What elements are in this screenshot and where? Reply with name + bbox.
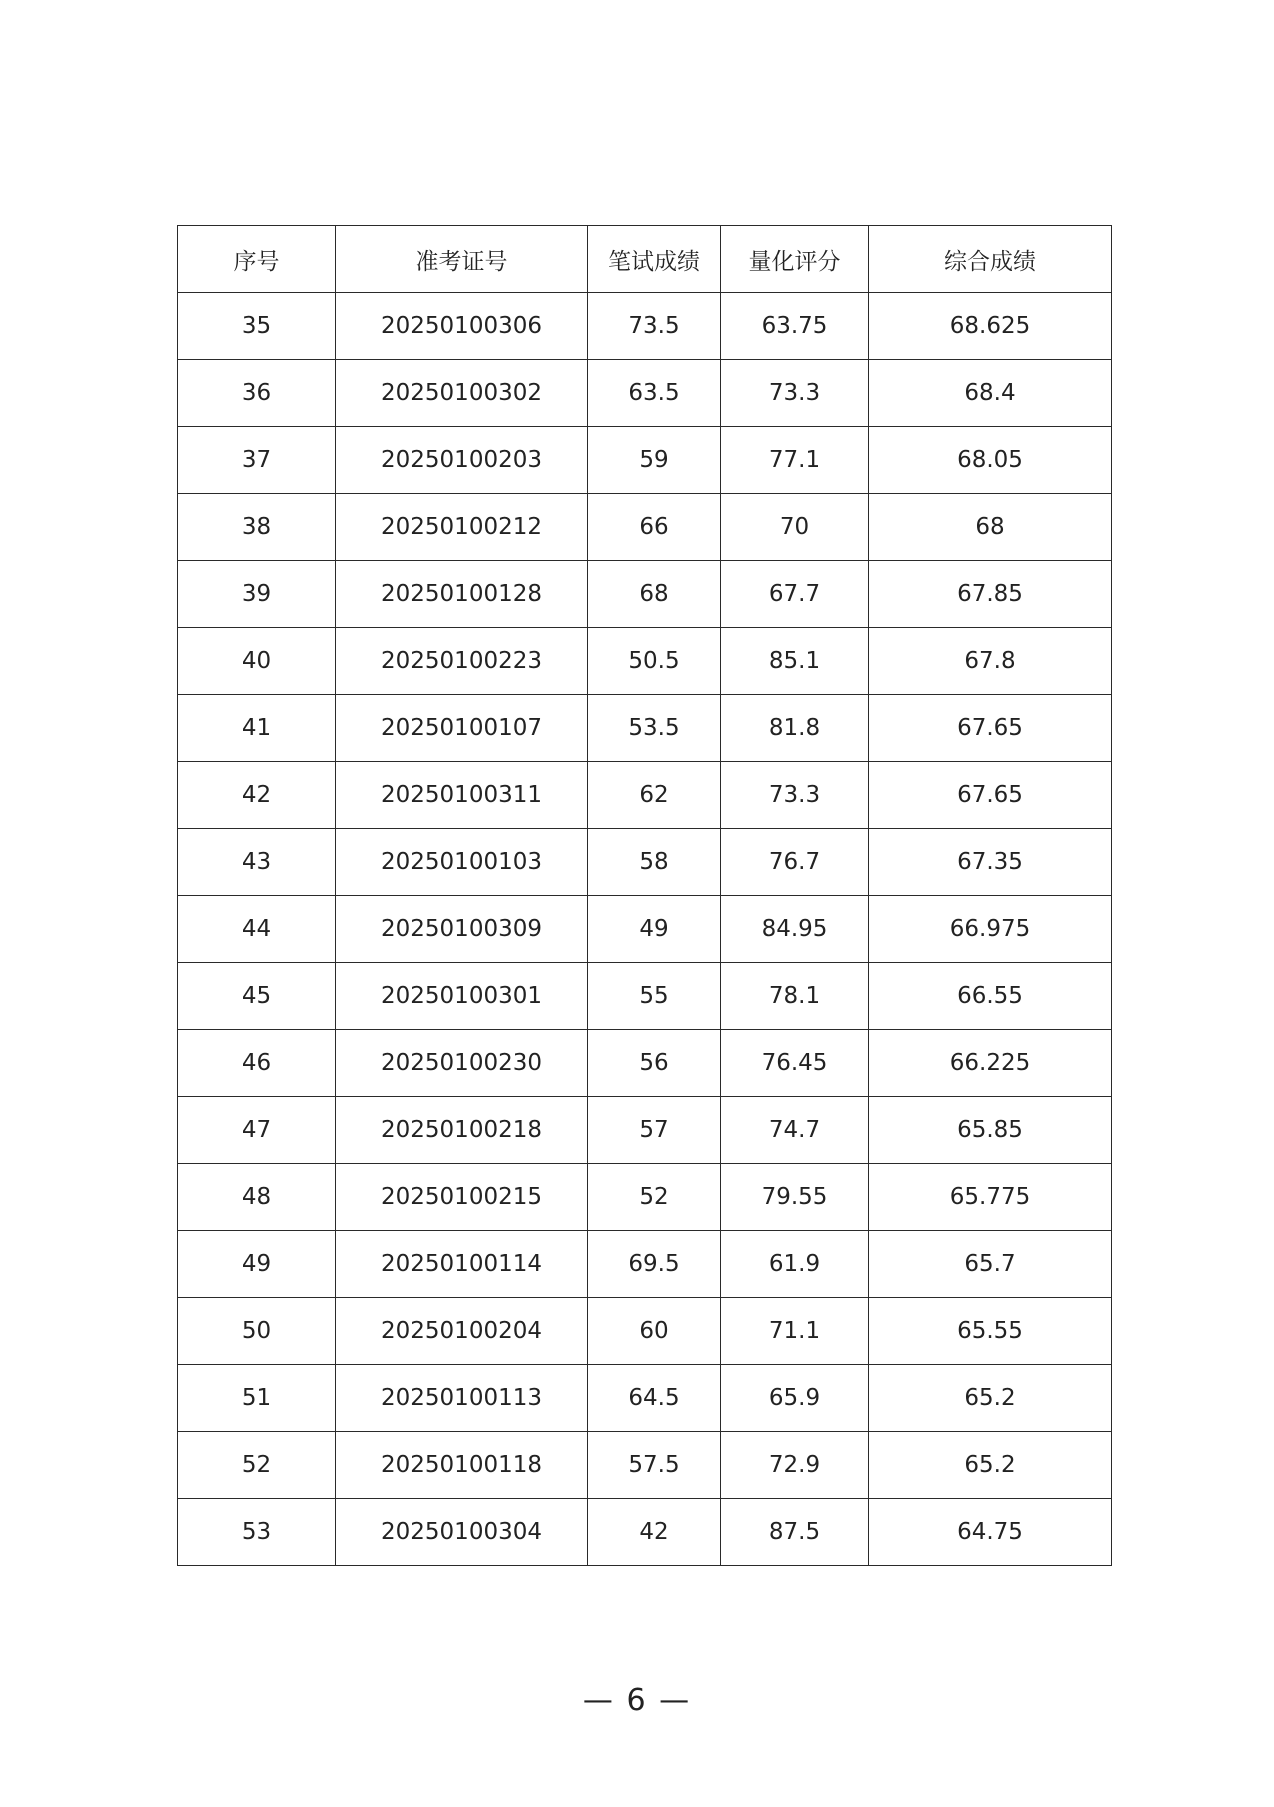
serial-number-cell: 35 xyxy=(178,293,336,360)
quantified-score-cell: 71.1 xyxy=(721,1298,869,1365)
table-row xyxy=(178,494,1112,561)
header-total-score: 综合成绩 xyxy=(869,226,1112,293)
quantified-score-cell: 79.55 xyxy=(721,1164,869,1231)
page-number: — 6 — xyxy=(582,1683,692,1718)
table-header xyxy=(178,226,1112,293)
admission-ticket-cell: 20250100103 xyxy=(336,829,588,896)
written-score-cell: 57.5 xyxy=(588,1432,721,1499)
header-admission-ticket: 准考证号 xyxy=(336,226,588,293)
admission-ticket-cell: 20250100107 xyxy=(336,695,588,762)
quantified-score-cell: 61.9 xyxy=(721,1231,869,1298)
table-row xyxy=(178,561,1112,628)
quantified-score-cell: 73.3 xyxy=(721,762,869,829)
written-score-cell: 62 xyxy=(588,762,721,829)
quantified-score-cell: 77.1 xyxy=(721,427,869,494)
total-score-cell: 67.8 xyxy=(869,628,1112,695)
table-row xyxy=(178,762,1112,829)
quantified-score-cell: 76.7 xyxy=(721,829,869,896)
quantified-score-cell: 70 xyxy=(721,494,869,561)
written-score-cell: 55 xyxy=(588,963,721,1030)
admission-ticket-cell: 20250100301 xyxy=(336,963,588,1030)
header-quantified-score: 量化评分 xyxy=(721,226,869,293)
table-row xyxy=(178,628,1112,695)
admission-ticket-cell: 20250100223 xyxy=(336,628,588,695)
admission-ticket-cell: 20250100302 xyxy=(336,360,588,427)
admission-ticket-cell: 20250100212 xyxy=(336,494,588,561)
table-row xyxy=(178,1365,1112,1432)
table-row xyxy=(178,896,1112,963)
table-row xyxy=(178,1231,1112,1298)
table-row xyxy=(178,695,1112,762)
written-score-cell: 68 xyxy=(588,561,721,628)
quantified-score-cell: 84.95 xyxy=(721,896,869,963)
total-score-cell: 67.65 xyxy=(869,695,1112,762)
table-row xyxy=(178,1030,1112,1097)
written-score-cell: 63.5 xyxy=(588,360,721,427)
serial-number-cell: 42 xyxy=(178,762,336,829)
serial-number-cell: 43 xyxy=(178,829,336,896)
admission-ticket-cell: 20250100118 xyxy=(336,1432,588,1499)
quantified-score-cell: 85.1 xyxy=(721,628,869,695)
total-score-cell: 68 xyxy=(869,494,1112,561)
total-score-cell: 67.35 xyxy=(869,829,1112,896)
quantified-score-cell: 74.7 xyxy=(721,1097,869,1164)
serial-number-cell: 39 xyxy=(178,561,336,628)
written-score-cell: 56 xyxy=(588,1030,721,1097)
serial-number-cell: 37 xyxy=(178,427,336,494)
total-score-cell: 66.975 xyxy=(869,896,1112,963)
admission-ticket-cell: 20250100230 xyxy=(336,1030,588,1097)
table-row xyxy=(178,360,1112,427)
total-score-cell: 65.2 xyxy=(869,1432,1112,1499)
serial-number-cell: 44 xyxy=(178,896,336,963)
total-score-cell: 67.65 xyxy=(869,762,1112,829)
table-row xyxy=(178,1097,1112,1164)
total-score-cell: 68.4 xyxy=(869,360,1112,427)
serial-number-cell: 50 xyxy=(178,1298,336,1365)
written-score-cell: 52 xyxy=(588,1164,721,1231)
serial-number-cell: 46 xyxy=(178,1030,336,1097)
written-score-cell: 57 xyxy=(588,1097,721,1164)
serial-number-cell: 52 xyxy=(178,1432,336,1499)
table-row xyxy=(178,1164,1112,1231)
admission-ticket-cell: 20250100309 xyxy=(336,896,588,963)
admission-ticket-cell: 20250100114 xyxy=(336,1231,588,1298)
table-row xyxy=(178,293,1112,360)
total-score-cell: 67.85 xyxy=(869,561,1112,628)
header-row xyxy=(178,226,1112,293)
table-row xyxy=(178,427,1112,494)
admission-ticket-cell: 20250100204 xyxy=(336,1298,588,1365)
written-score-cell: 42 xyxy=(588,1499,721,1566)
total-score-cell: 66.225 xyxy=(869,1030,1112,1097)
written-score-cell: 49 xyxy=(588,896,721,963)
admission-ticket-cell: 20250100306 xyxy=(336,293,588,360)
serial-number-cell: 36 xyxy=(178,360,336,427)
total-score-cell: 65.2 xyxy=(869,1365,1112,1432)
serial-number-cell: 49 xyxy=(178,1231,336,1298)
total-score-cell: 65.7 xyxy=(869,1231,1112,1298)
total-score-cell: 64.75 xyxy=(869,1499,1112,1566)
admission-ticket-cell: 20250100304 xyxy=(336,1499,588,1566)
written-score-cell: 53.5 xyxy=(588,695,721,762)
table-row xyxy=(178,1298,1112,1365)
written-score-cell: 59 xyxy=(588,427,721,494)
serial-number-cell: 53 xyxy=(178,1499,336,1566)
written-score-cell: 73.5 xyxy=(588,293,721,360)
total-score-cell: 65.85 xyxy=(869,1097,1112,1164)
admission-ticket-cell: 20250100203 xyxy=(336,427,588,494)
admission-ticket-cell: 20250100218 xyxy=(336,1097,588,1164)
total-score-cell: 68.625 xyxy=(869,293,1112,360)
serial-number-cell: 41 xyxy=(178,695,336,762)
table-row xyxy=(178,963,1112,1030)
header-written-score: 笔试成绩 xyxy=(588,226,721,293)
written-score-cell: 66 xyxy=(588,494,721,561)
total-score-cell: 66.55 xyxy=(869,963,1112,1030)
quantified-score-cell: 81.8 xyxy=(721,695,869,762)
written-score-cell: 60 xyxy=(588,1298,721,1365)
serial-number-cell: 47 xyxy=(178,1097,336,1164)
admission-ticket-cell: 20250100311 xyxy=(336,762,588,829)
quantified-score-cell: 87.5 xyxy=(721,1499,869,1566)
quantified-score-cell: 73.3 xyxy=(721,360,869,427)
admission-ticket-cell: 20250100128 xyxy=(336,561,588,628)
serial-number-cell: 40 xyxy=(178,628,336,695)
table-row xyxy=(178,1499,1112,1566)
written-score-cell: 50.5 xyxy=(588,628,721,695)
written-score-cell: 64.5 xyxy=(588,1365,721,1432)
quantified-score-cell: 72.9 xyxy=(721,1432,869,1499)
admission-ticket-cell: 20250100113 xyxy=(336,1365,588,1432)
table-row xyxy=(178,1432,1112,1499)
written-score-cell: 69.5 xyxy=(588,1231,721,1298)
score-table xyxy=(177,225,1112,1566)
serial-number-cell: 38 xyxy=(178,494,336,561)
serial-number-cell: 51 xyxy=(178,1365,336,1432)
total-score-cell: 65.775 xyxy=(869,1164,1112,1231)
admission-ticket-cell: 20250100215 xyxy=(336,1164,588,1231)
table-body xyxy=(178,293,1112,1566)
quantified-score-cell: 78.1 xyxy=(721,963,869,1030)
total-score-cell: 68.05 xyxy=(869,427,1112,494)
quantified-score-cell: 65.9 xyxy=(721,1365,869,1432)
written-score-cell: 58 xyxy=(588,829,721,896)
serial-number-cell: 48 xyxy=(178,1164,336,1231)
table-row xyxy=(178,829,1112,896)
total-score-cell: 65.55 xyxy=(869,1298,1112,1365)
serial-number-cell: 45 xyxy=(178,963,336,1030)
quantified-score-cell: 76.45 xyxy=(721,1030,869,1097)
quantified-score-cell: 63.75 xyxy=(721,293,869,360)
header-serial-number: 序号 xyxy=(178,226,336,293)
quantified-score-cell: 67.7 xyxy=(721,561,869,628)
